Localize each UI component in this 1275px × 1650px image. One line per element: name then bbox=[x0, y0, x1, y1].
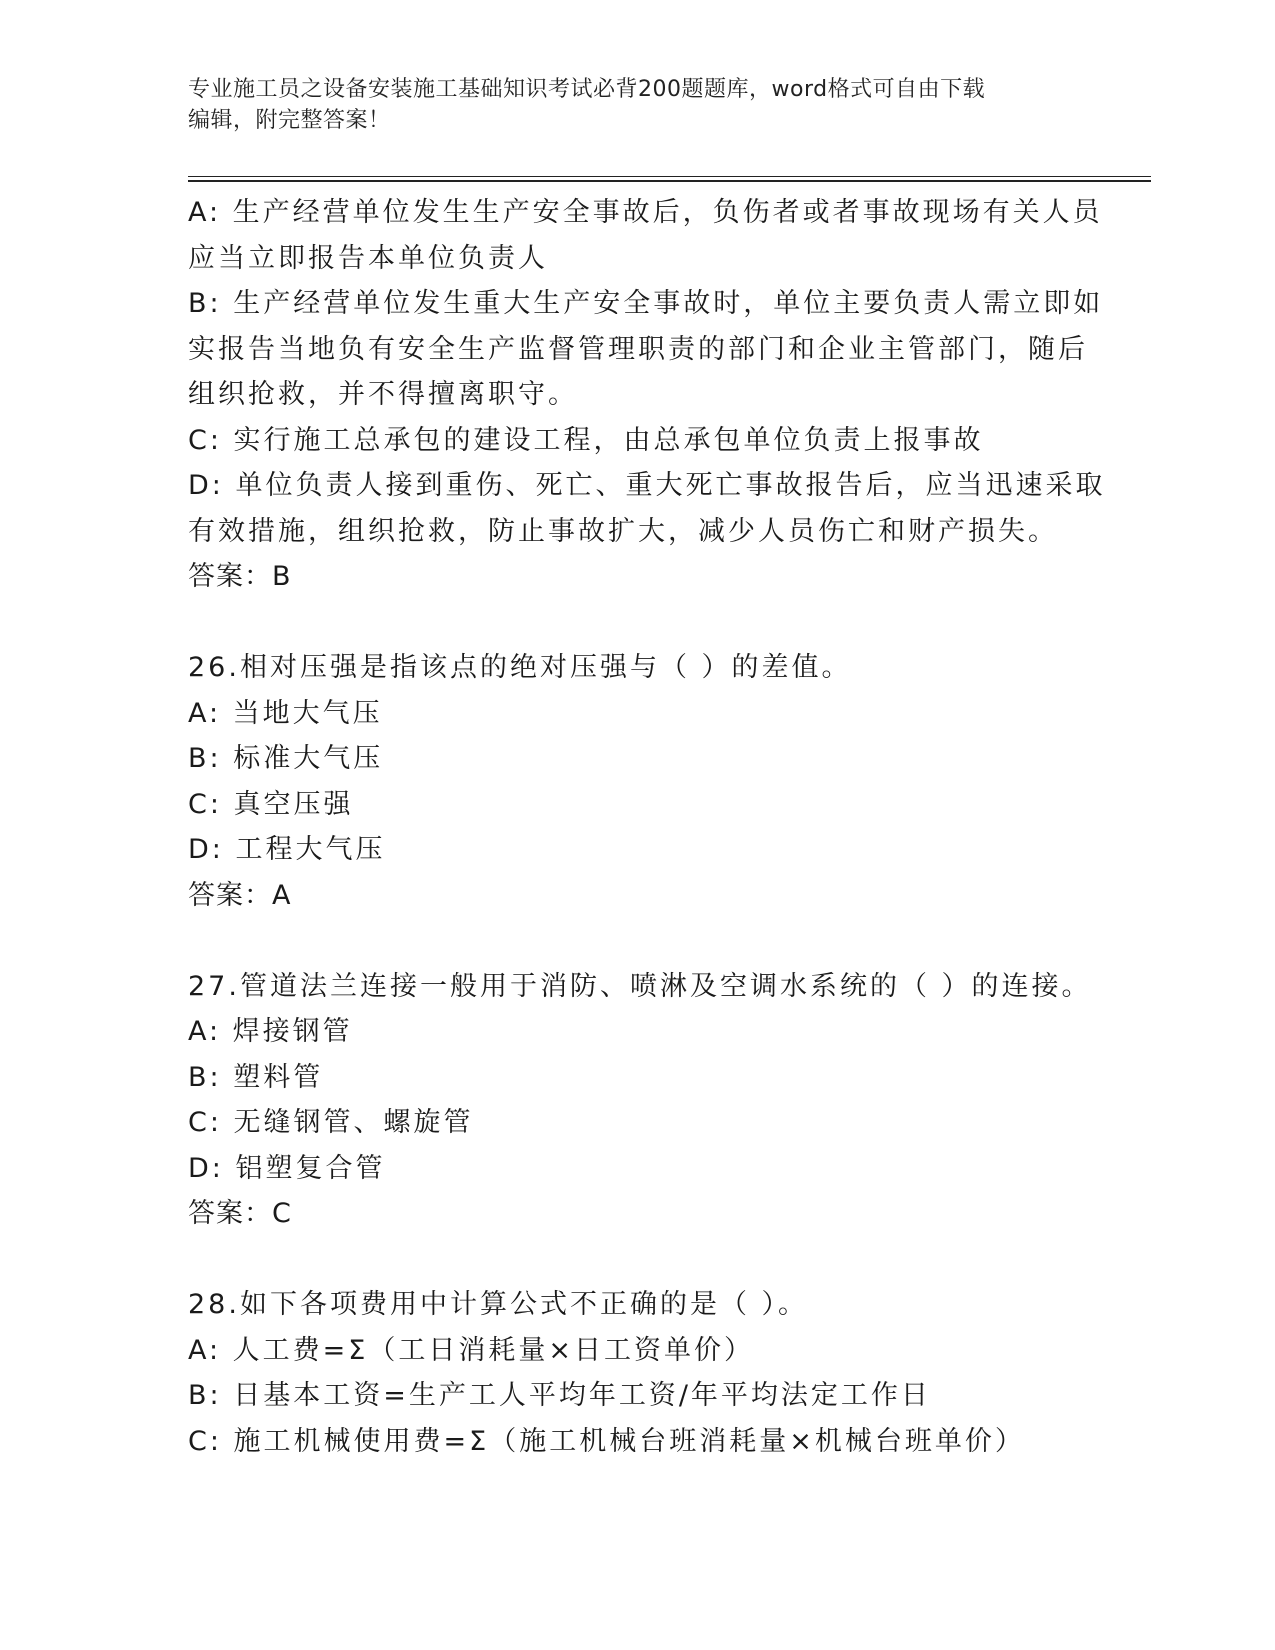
document-body bbox=[188, 190, 1106, 1464]
q25-option-b-line2: 实报告当地负有安全生产监督管理职责的部门和企业主管部门，随后 bbox=[188, 333, 1088, 365]
q26-option-b: B: 标准大气压 bbox=[188, 743, 384, 774]
spacer bbox=[188, 918, 1088, 964]
q28-option-b: B: 日基本工资=生产工人平均年工资/年平均法定工作日 bbox=[188, 1380, 931, 1411]
q25-option-a-line2: 应当立即报告本单位负责人 bbox=[188, 242, 548, 274]
q26-answer: 答案：A bbox=[188, 879, 292, 911]
question-27-block bbox=[188, 964, 1092, 1237]
q25-option-c: C: 实行施工总承包的建设工程，由总承包单位负责上报事故 bbox=[188, 424, 984, 456]
header-divider bbox=[188, 176, 1151, 182]
q26-option-d: D: 工程大气压 bbox=[188, 834, 386, 865]
q25-answer: 答案：B bbox=[188, 561, 292, 592]
page-header bbox=[188, 74, 1078, 136]
q26-option-c: C: 真空压强 bbox=[188, 788, 354, 820]
spacer bbox=[188, 600, 1088, 646]
q26-question: 26.相对压强是指该点的绝对压强与（ ）的差值。 bbox=[188, 652, 852, 683]
q25-option-b-line3: 组织抢救，并不得擅离职守。 bbox=[188, 379, 578, 410]
q27-option-c: C: 无缝钢管、螺旋管 bbox=[188, 1107, 474, 1138]
q28-option-a: A: 人工费=Σ（工日消耗量×日工资单价） bbox=[188, 1334, 754, 1366]
q25-option-a-line1: A: 生产经营单位发生生产安全事故后，负伤者或者事故现场有关人员 bbox=[188, 197, 1103, 228]
spacer bbox=[188, 1237, 1088, 1283]
q28-question: 28.如下各项费用中计算公式不正确的是（ ）。 bbox=[188, 1289, 809, 1320]
header-title-line2: 编辑，附完整答案！ bbox=[188, 108, 391, 133]
q27-option-a: A: 焊接钢管 bbox=[188, 1016, 353, 1047]
question-25-block bbox=[188, 190, 1106, 600]
question-28-block bbox=[188, 1282, 1088, 1464]
q25-option-d-line2: 有效措施，组织抢救，防止事故扩大，减少人员伤亡和财产损失。 bbox=[188, 515, 1058, 547]
q26-option-a: A: 当地大气压 bbox=[188, 697, 383, 729]
q27-question: 27.管道法兰连接一般用于消防、喷淋及空调水系统的（ ）的连接。 bbox=[188, 970, 1092, 1002]
q27-option-d: D: 铝塑复合管 bbox=[188, 1152, 386, 1184]
q27-answer: 答案：C bbox=[188, 1198, 292, 1229]
q25-option-b-line1: B: 生产经营单位发生重大生产安全事故时，单位主要负责人需立即如 bbox=[188, 288, 1104, 319]
q27-option-b: B: 塑料管 bbox=[188, 1061, 324, 1093]
q28-option-c: C: 施工机械使用费=Σ（施工机械台班消耗量×机械台班单价） bbox=[188, 1425, 1025, 1457]
q25-option-d-line1: D: 单位负责人接到重伤、死亡、重大死亡事故报告后，应当迅速采取 bbox=[188, 470, 1106, 501]
question-26-block bbox=[188, 645, 1088, 918]
header-title-line1: 专业施工员之设备安装施工基础知识考试必背200题题库，word格式可自由下载 bbox=[188, 77, 986, 102]
